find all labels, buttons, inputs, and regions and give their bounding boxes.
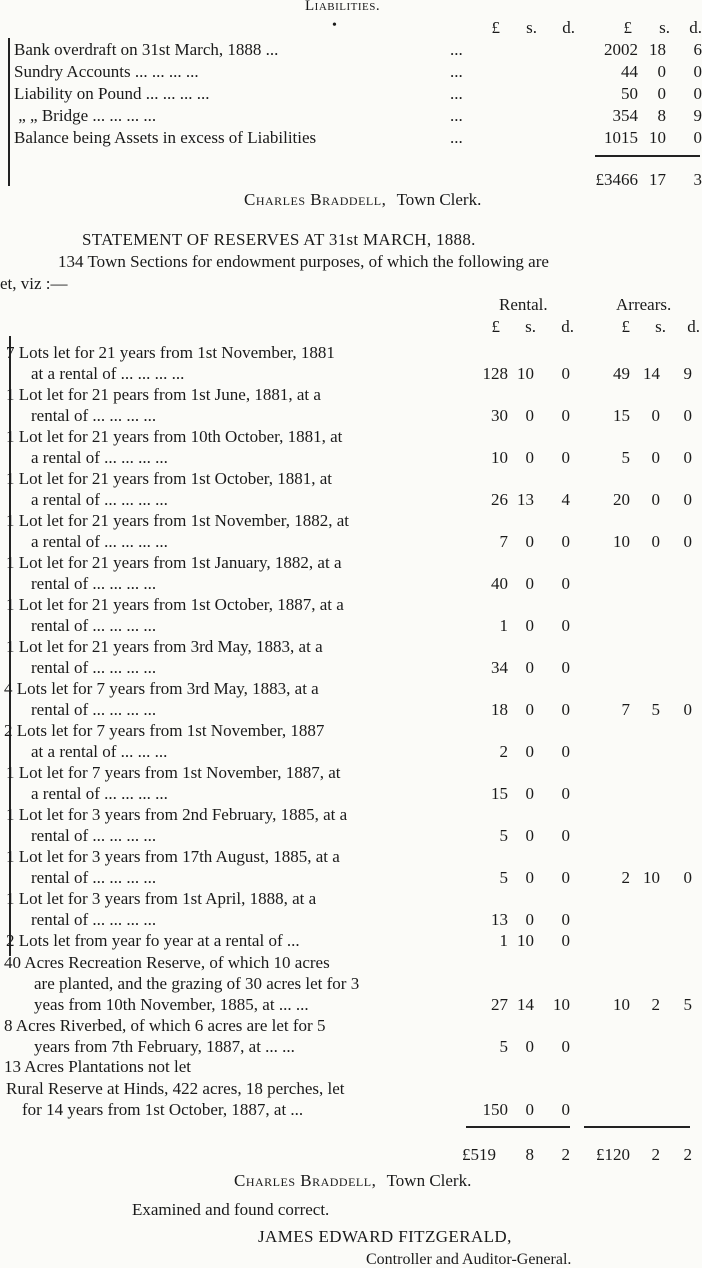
reserve-row-text: rental of ... ... ... ... — [31, 826, 157, 845]
rental-shillings: 0 — [525, 448, 534, 467]
arrears-pence: 0 — [683, 448, 692, 467]
col-header-pence-total: d. — [689, 18, 702, 37]
rental-pence: 0 — [561, 868, 570, 887]
auditor-name: JAMES EDWARD FITZGERALD, — [258, 1227, 512, 1246]
liability-row-label: „ „ Bridge ... ... ... ... — [14, 106, 157, 125]
liabilities-total-rule — [595, 155, 700, 157]
col-header-pence: d. — [562, 18, 575, 37]
reserve-row-text: 1 Lot let for 21 years from 1st October, 1881, at — [6, 469, 333, 488]
liability-row-dots: ... — [450, 106, 463, 125]
rental-pence: 0 — [561, 910, 570, 929]
rental-pence: 0 — [561, 532, 570, 551]
rental-pounds: 26 — [491, 490, 508, 509]
reserve-row-text: 1 Lot let for 3 years from 1st April, 1888, at a — [6, 889, 317, 908]
rental-pounds: 1 — [499, 616, 508, 635]
rental-shillings: 0 — [525, 1100, 534, 1119]
col-header-arrears-shillings: s. — [655, 317, 666, 336]
rental-pounds: 18 — [491, 700, 508, 719]
reserve-row-text: 1 Lot let for 21 years from 10th October, 1881, at — [6, 427, 343, 446]
arrears-total-pounds: £120 — [596, 1145, 630, 1164]
arrears-pounds: 5 — [621, 448, 630, 467]
arrears-column-group: Arrears. — [616, 295, 672, 314]
arrears-pence: 0 — [683, 868, 692, 887]
col-header-arrears-pounds: £ — [621, 317, 630, 336]
left-margin-rule-top — [8, 38, 10, 186]
reserve-row-text: 1 Lot let for 21 years from 1st October, 1887, at a — [6, 595, 344, 614]
liabilities-total-shillings: 17 — [649, 170, 666, 189]
rental-pence: 0 — [561, 826, 570, 845]
rental-shillings: 0 — [525, 532, 534, 551]
arrears-pounds: 2 — [621, 868, 630, 887]
reserve-row-text: 1 Lot let for 21 years from 1st November, 1882, at — [6, 511, 350, 530]
reserve-row-text: at a rental of ... ... ... ... — [31, 364, 185, 383]
reserve-row-text: 7 Lots let for 21 years from 1st November, 1881 — [6, 343, 335, 362]
arrears-pounds: 7 — [621, 700, 630, 719]
rental-pounds: 27 — [491, 995, 508, 1014]
liability-row-shillings: 8 — [657, 106, 666, 125]
rental-pounds: 5 — [499, 868, 508, 887]
rental-shillings: 14 — [517, 995, 534, 1014]
reserve-row-text: rental of ... ... ... ... — [31, 406, 157, 425]
reserves-intro-line2: et, viz :— — [0, 274, 68, 293]
arrears-shillings: 0 — [651, 406, 660, 425]
rental-pence: 0 — [561, 448, 570, 467]
arrears-pounds: 10 — [613, 995, 630, 1014]
rental-pounds: 1 — [499, 931, 508, 950]
col-header-rental-shillings: s. — [525, 317, 536, 336]
rental-shillings: 0 — [525, 868, 534, 887]
rental-shillings: 0 — [525, 574, 534, 593]
rental-shillings: 0 — [525, 1037, 534, 1056]
reserves-title: STATEMENT OF RESERVES AT 31st MARCH, 1888. — [82, 230, 476, 249]
rental-pounds: 40 — [491, 574, 508, 593]
signature-name: Charles Braddell, — [234, 1171, 377, 1190]
reserve-row-text: 40 Acres Recreation Reserve, of which 10 acres — [4, 953, 330, 972]
col-header-shillings-total: s. — [659, 18, 670, 37]
rental-pence: 0 — [561, 658, 570, 677]
arrears-pounds: 10 — [613, 532, 630, 551]
rental-pounds: 10 — [491, 448, 508, 467]
liability-row-label: Sundry Accounts ... ... ... ... — [14, 62, 199, 81]
rental-pounds: 13 — [491, 910, 508, 929]
rental-pounds: 30 — [491, 406, 508, 425]
rental-pounds: 150 — [482, 1100, 508, 1119]
signature-title: Town Clerk. — [396, 190, 482, 209]
reserve-row-text: rental of ... ... ... ... — [31, 658, 157, 677]
reserve-row-text: rental of ... ... ... ... — [31, 574, 157, 593]
auditor-title: Controller and Auditor-General. — [366, 1251, 572, 1268]
rental-shillings: 10 — [517, 364, 534, 383]
liability-row-pence: 0 — [693, 128, 702, 147]
arrears-shillings: 10 — [643, 868, 660, 887]
liability-row-label: Balance being Assets in excess of Liabilities — [14, 128, 317, 147]
col-header-pounds-total: £ — [623, 18, 632, 37]
reserve-row-text: 1 Lot let for 21 pears from 1st June, 1881, at a — [6, 385, 321, 404]
rental-pence: 0 — [561, 616, 570, 635]
arrears-pounds: 49 — [613, 364, 630, 383]
rental-shillings: 0 — [525, 406, 534, 425]
col-header-shillings: s. — [526, 18, 537, 37]
liability-row-label: Liability on Pound ... ... ... ... — [14, 84, 210, 103]
liability-row-pence: 9 — [693, 106, 702, 125]
reserve-row-text: for 14 years from 1st October, 1887, at ... — [22, 1100, 304, 1119]
liability-row-label: Bank overdraft on 31st March, 1888 ... — [14, 40, 279, 59]
reserve-row-text: 1 Lot let for 21 years from 1st January, 1882, at a — [6, 553, 342, 572]
reserves-intro-line1: 134 Town Sections for endowment purposes, of which the following are — [58, 252, 549, 271]
reserve-row-text: a rental of ... ... ... ... — [31, 490, 168, 509]
examined-statement: Examined and found correct. — [132, 1200, 330, 1219]
rental-total-rule — [466, 1126, 570, 1128]
reserve-row-text: rental of ... ... ... ... — [31, 868, 157, 887]
liability-row-dots: ... — [450, 128, 463, 147]
rental-pence: 4 — [561, 490, 570, 509]
reserve-row-text: rental of ... ... ... ... — [31, 616, 157, 635]
rental-shillings: 0 — [525, 910, 534, 929]
liabilities-total-pence: 3 — [693, 170, 702, 189]
reserve-row-text: rental of ... ... ... ... — [31, 910, 157, 929]
reserve-row-text: 8 Acres Riverbed, of which 6 acres are let for 5 — [4, 1016, 326, 1035]
arrears-pence: 0 — [683, 700, 692, 719]
col-header-rental-pence: d. — [561, 317, 574, 336]
reserve-row-text: 1 Lot let for 21 years from 3rd May, 1883, at a — [6, 637, 323, 656]
liability-row-pounds: 354 — [612, 106, 638, 125]
liability-row-pounds: 50 — [621, 84, 638, 103]
rental-pence: 0 — [561, 406, 570, 425]
arrears-pounds: 20 — [613, 490, 630, 509]
liability-row-pence: 0 — [693, 84, 702, 103]
rental-pence: 0 — [561, 1100, 570, 1119]
reserve-row-text: 1 Lot let for 7 years from 1st November, 1887, at — [6, 763, 341, 782]
rental-column-group: Rental. — [499, 295, 548, 314]
liability-row-pence: 0 — [693, 62, 702, 81]
reserve-row-text: rental of ... ... ... ... — [31, 700, 157, 719]
liabilities-total-pounds: £3466 — [595, 170, 638, 189]
liability-row-pence: 6 — [693, 40, 702, 59]
arrears-total-rule — [584, 1126, 690, 1128]
rental-pence: 0 — [561, 700, 570, 719]
reserves-signature — [234, 1172, 471, 1189]
reserve-row-text: a rental of ... ... ... ... — [31, 448, 168, 467]
reserve-row-text: 1 Lot let for 3 years from 2nd February, 1885, at a — [6, 805, 348, 824]
reserve-row-text: years from 7th February, 1887, at ... ... — [34, 1037, 295, 1056]
liability-row-pounds: 2002 — [604, 40, 638, 59]
reserve-row-text: at a rental of ... ... ... — [31, 742, 168, 761]
rental-pence: 10 — [553, 995, 570, 1014]
reserve-row-text: 1 Lot let for 3 years from 17th August, 1885, at a — [6, 847, 340, 866]
rental-shillings: 0 — [525, 742, 534, 761]
rental-total-pounds: £519 — [462, 1145, 496, 1164]
rental-shillings: 0 — [525, 784, 534, 803]
rental-shillings: 0 — [525, 658, 534, 677]
arrears-total-pence: 2 — [683, 1145, 692, 1164]
rental-shillings: 0 — [525, 826, 534, 845]
liability-row-shillings: 10 — [649, 128, 666, 147]
arrears-total-shillings: 2 — [651, 1145, 660, 1164]
liability-row-shillings: 18 — [649, 40, 666, 59]
liability-row-pounds: 44 — [621, 62, 638, 81]
arrears-shillings: 2 — [651, 995, 660, 1014]
signature-name: Charles Braddell, — [244, 190, 387, 209]
liability-row-dots: ... — [450, 84, 463, 103]
rental-pounds: 5 — [499, 826, 508, 845]
arrears-pence: 9 — [683, 364, 692, 383]
rental-pence: 0 — [561, 1037, 570, 1056]
rental-total-pence: 2 — [561, 1145, 570, 1164]
reserve-row-text: are planted, and the grazing of 30 acres let for 3 — [34, 974, 360, 993]
liability-row-shillings: 0 — [657, 62, 666, 81]
arrears-pence: 0 — [683, 532, 692, 551]
reserve-row-text: 13 Acres Plantations not let — [4, 1057, 191, 1076]
liability-row-dots: ... — [450, 40, 463, 59]
reserve-row-text: a rental of ... ... ... ... — [31, 532, 168, 551]
rental-pounds: 5 — [499, 1037, 508, 1056]
liability-row-pounds: 1015 — [604, 128, 638, 147]
arrears-pence: 0 — [683, 490, 692, 509]
arrears-shillings: 5 — [651, 700, 660, 719]
col-header-pounds: £ — [491, 18, 500, 37]
rental-pence: 0 — [561, 742, 570, 761]
arrears-shillings: 0 — [651, 490, 660, 509]
arrears-pounds: 15 — [613, 406, 630, 425]
reserve-row-text: yeas from 10th November, 1885, at ... ... — [34, 995, 309, 1014]
liability-row-dots: ... — [450, 62, 463, 81]
arrears-shillings: 0 — [651, 448, 660, 467]
liabilities-heading: Liabilities. — [305, 0, 381, 14]
reserve-row-text: 4 Lots let for 7 years from 3rd May, 1883, at a — [4, 679, 319, 698]
rental-pounds: 2 — [499, 742, 508, 761]
rental-pounds: 15 — [491, 784, 508, 803]
reserve-row-text: a rental of ... ... ... ... — [31, 784, 168, 803]
rental-pounds: 34 — [491, 658, 508, 677]
rental-pence: 0 — [561, 784, 570, 803]
rental-pence: 0 — [561, 364, 570, 383]
arrears-shillings: 14 — [643, 364, 660, 383]
arrears-pence: 5 — [683, 995, 692, 1014]
rental-shillings: 10 — [517, 931, 534, 950]
arrears-shillings: 0 — [651, 532, 660, 551]
liability-row-shillings: 0 — [657, 84, 666, 103]
signature-title: Town Clerk. — [386, 1171, 472, 1190]
rental-pounds: 128 — [482, 364, 508, 383]
col-header-rental-pounds: £ — [491, 317, 500, 336]
reserve-row-text: 2 Lots let from year fo year at a rental of ... — [6, 931, 300, 950]
rental-shillings: 13 — [517, 490, 534, 509]
rental-shillings: 0 — [525, 700, 534, 719]
rental-pence: 0 — [561, 931, 570, 950]
rental-pounds: 7 — [499, 532, 508, 551]
rental-shillings: 0 — [525, 616, 534, 635]
section-bullet: • — [332, 18, 337, 33]
arrears-pence: 0 — [683, 406, 692, 425]
col-header-arrears-pence: d. — [687, 317, 700, 336]
rental-pence: 0 — [561, 574, 570, 593]
liabilities-signature — [244, 191, 481, 208]
reserve-row-text: 2 Lots let for 7 years from 1st November, 1887 — [4, 721, 325, 740]
reserve-row-text: Rural Reserve at Hinds, 422 acres, 18 perches, let — [6, 1079, 345, 1098]
rental-total-shillings: 8 — [525, 1145, 534, 1164]
